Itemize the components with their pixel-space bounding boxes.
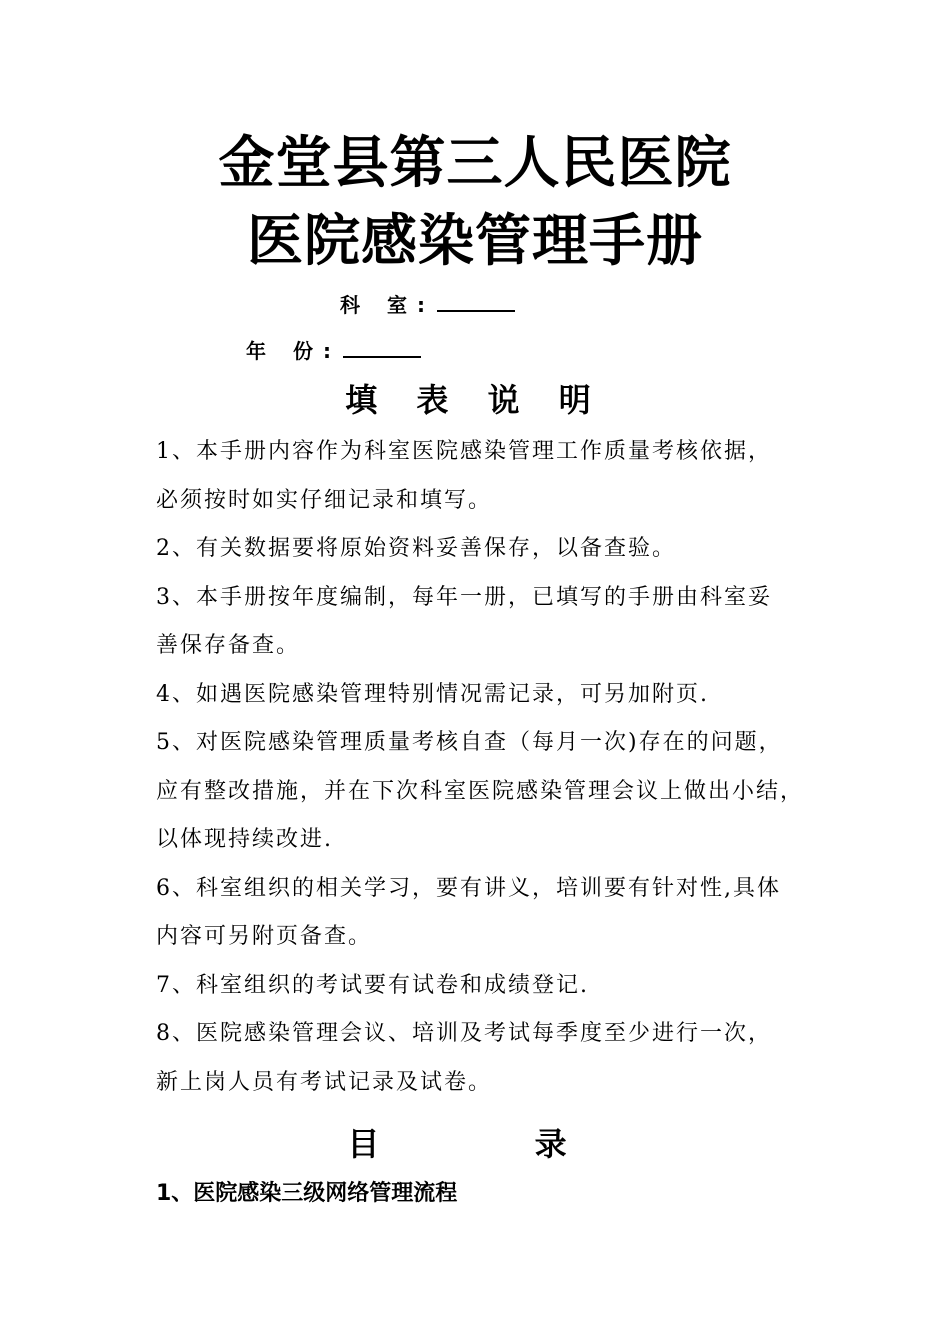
year-label: 年 份: [246,339,341,363]
instruction-line: 以体现持续改进. [156,827,333,852]
instruction-line: 应有整改措施，并在下次科室医院感染管理会议上做出小结， [156,778,805,804]
toc-item: 1、医院感染三级网络管理流程 [156,1181,458,1206]
instruction-line: 4、如遇医院感染管理特别情况需记录，可另加附页. [156,681,709,707]
department-blank-line [437,290,515,312]
instruction-line: 7、科室组织的考试要有试卷和成绩登记. [156,972,589,998]
department-field [340,290,515,319]
department-label: 科 室: [340,293,435,317]
instruction-line: 8、医院感染管理会议、培训及考试每季度至少进行一次， [156,1021,772,1046]
instruction-line: 5、对医院感染管理质量考核自查（每月一次)存在的问题， [156,730,783,755]
instruction-line: 2、有关数据要将原始资料妥善保存，以备查验。 [156,536,676,561]
year-blank-line [343,336,421,358]
instruction-line: 善保存备查。 [156,633,301,658]
instruction-line: 6、科室组织的相关学习，要有讲义，培训要有针对性,具体 [156,875,781,901]
instruction-line: 内容可另附页备查。 [156,924,373,949]
manual-title: 医院感染管理手册 [247,209,703,274]
hospital-name-title: 金堂县第三人民医院 [218,131,732,196]
instructions-heading: 填 表 说 明 [345,381,605,419]
instruction-line: 新上岗人员有考试记录及试卷。 [156,1069,493,1095]
instructions-list [156,428,846,1107]
year-field [246,336,421,365]
instruction-line: 1、本手册内容作为科室医院感染管理工作质量考核依据， [156,439,772,464]
instruction-line: 必须按时如实仔细记录和填写。 [156,487,493,513]
toc-heading: 目 录 [347,1125,639,1163]
instruction-line: 3、本手册按年度编制，每年一册，已填写的手册由科室妥 [156,584,772,610]
